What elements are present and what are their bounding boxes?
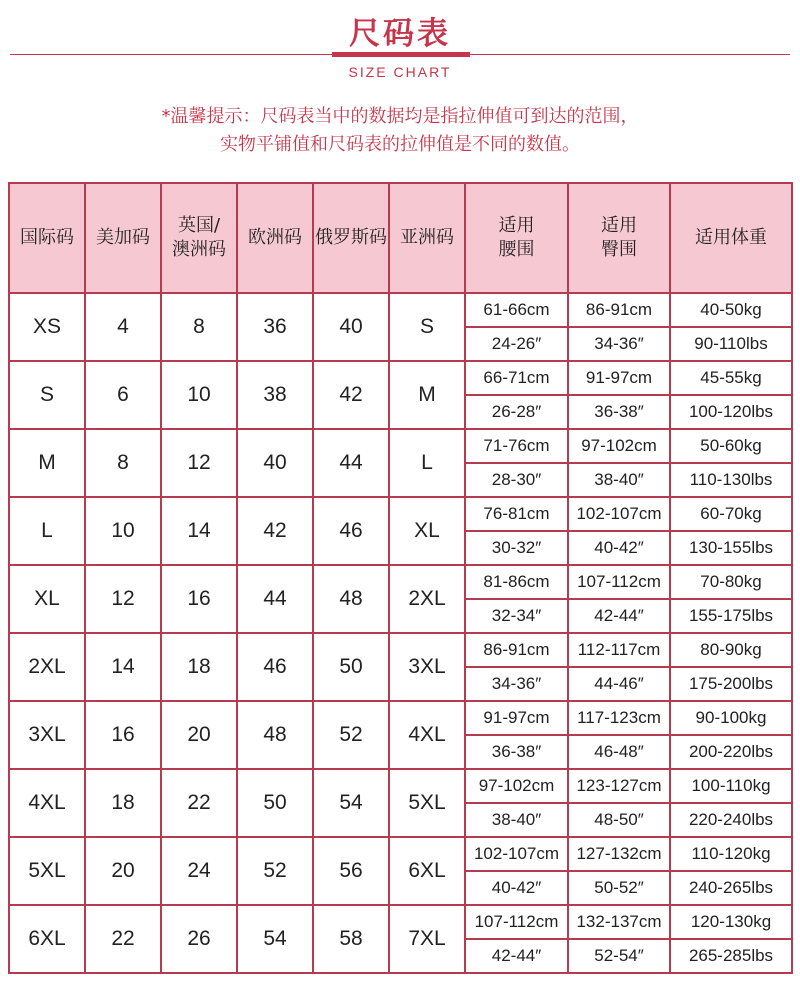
weight-kg-cell: 45-55kg (670, 361, 792, 395)
header-intl-size: 国际码 (9, 183, 85, 293)
uk-au-size-cell: 20 (161, 701, 237, 769)
title-divider-left (10, 54, 332, 55)
waist-inch-cell: 42-44″ (465, 939, 568, 973)
weight-kg-cell: 90-100kg (670, 701, 792, 735)
us-size-cell: 20 (85, 837, 161, 905)
hip-cm-cell: 107-112cm (568, 565, 670, 599)
uk-au-size-cell: 12 (161, 429, 237, 497)
title-area (0, 0, 800, 90)
hip-cm-cell: 127-132cm (568, 837, 670, 871)
eu-size-cell: 38 (237, 361, 313, 429)
hip-inch-cell: 36-38″ (568, 395, 670, 429)
waist-cm-cell: 86-91cm (465, 633, 568, 667)
eu-size-cell: 42 (237, 497, 313, 565)
table-row (9, 293, 792, 327)
weight-lbs-cell: 265-285lbs (670, 939, 792, 973)
header-uk-au-size: 英国/ 澳洲码 (161, 183, 237, 293)
table-row (9, 429, 792, 463)
uk-au-size-cell: 10 (161, 361, 237, 429)
intl-size-cell: 4XL (9, 769, 85, 837)
hip-inch-cell: 48-50″ (568, 803, 670, 837)
hip-cm-cell: 97-102cm (568, 429, 670, 463)
eu-size-cell: 36 (237, 293, 313, 361)
waist-cm-cell: 81-86cm (465, 565, 568, 599)
us-size-cell: 14 (85, 633, 161, 701)
waist-cm-cell: 91-97cm (465, 701, 568, 735)
uk-au-size-cell: 16 (161, 565, 237, 633)
uk-au-size-cell: 22 (161, 769, 237, 837)
weight-lbs-cell: 100-120lbs (670, 395, 792, 429)
waist-inch-cell: 38-40″ (465, 803, 568, 837)
asia-size-cell: 4XL (389, 701, 465, 769)
waist-inch-cell: 24-26″ (465, 327, 568, 361)
notice-line-1: *温馨提示：尺码表当中的数据均是指拉伸值可到达的范围， (161, 106, 639, 127)
table-row (9, 497, 792, 531)
us-size-cell: 12 (85, 565, 161, 633)
us-size-cell: 16 (85, 701, 161, 769)
hip-inch-cell: 46-48″ (568, 735, 670, 769)
waist-cm-cell: 107-112cm (465, 905, 568, 939)
weight-kg-cell: 70-80kg (670, 565, 792, 599)
hip-inch-cell: 44-46″ (568, 667, 670, 701)
waist-cm-cell: 102-107cm (465, 837, 568, 871)
uk-au-size-cell: 24 (161, 837, 237, 905)
us-size-cell: 6 (85, 361, 161, 429)
hip-cm-cell: 123-127cm (568, 769, 670, 803)
table-row (9, 701, 792, 735)
waist-inch-cell: 34-36″ (465, 667, 568, 701)
ru-size-cell: 50 (313, 633, 389, 701)
weight-kg-cell: 120-130kg (670, 905, 792, 939)
title-underline-bar (332, 52, 470, 57)
intl-size-cell: L (9, 497, 85, 565)
intl-size-cell: 3XL (9, 701, 85, 769)
weight-lbs-cell: 175-200lbs (670, 667, 792, 701)
us-size-cell: 18 (85, 769, 161, 837)
waist-cm-cell: 66-71cm (465, 361, 568, 395)
asia-size-cell: 3XL (389, 633, 465, 701)
ru-size-cell: 42 (313, 361, 389, 429)
hip-inch-cell: 42-44″ (568, 599, 670, 633)
waist-inch-cell: 30-32″ (465, 531, 568, 565)
ru-size-cell: 46 (313, 497, 389, 565)
eu-size-cell: 44 (237, 565, 313, 633)
asia-size-cell: 6XL (389, 837, 465, 905)
ru-size-cell: 48 (313, 565, 389, 633)
waist-cm-cell: 71-76cm (465, 429, 568, 463)
waist-inch-cell: 28-30″ (465, 463, 568, 497)
header-eu-size: 欧洲码 (237, 183, 313, 293)
waist-cm-cell: 61-66cm (465, 293, 568, 327)
intl-size-cell: M (9, 429, 85, 497)
us-size-cell: 22 (85, 905, 161, 973)
waist-inch-cell: 32-34″ (465, 599, 568, 633)
intl-size-cell: 5XL (9, 837, 85, 905)
header-weight: 适用体重 (670, 183, 792, 293)
hip-inch-cell: 34-36″ (568, 327, 670, 361)
uk-au-size-cell: 26 (161, 905, 237, 973)
header-hip: 适用 臀围 (568, 183, 670, 293)
weight-kg-cell: 80-90kg (670, 633, 792, 667)
waist-cm-cell: 97-102cm (465, 769, 568, 803)
asia-size-cell: S (389, 293, 465, 361)
eu-size-cell: 54 (237, 905, 313, 973)
eu-size-cell: 40 (237, 429, 313, 497)
weight-kg-cell: 40-50kg (670, 293, 792, 327)
uk-au-size-cell: 8 (161, 293, 237, 361)
table-row (9, 633, 792, 667)
header-ru-size: 俄罗斯码 (313, 183, 389, 293)
weight-lbs-cell: 240-265lbs (670, 871, 792, 905)
title-divider-right (470, 54, 790, 55)
size-chart-table (8, 182, 793, 974)
waist-inch-cell: 40-42″ (465, 871, 568, 905)
table-row (9, 769, 792, 803)
header-us-size: 美加码 (85, 183, 161, 293)
waist-inch-cell: 36-38″ (465, 735, 568, 769)
page-subtitle: SIZE CHART (348, 64, 452, 80)
notice-line-2: 实物平铺值和尺码表的拉伸值是不同的数值。 (220, 134, 580, 155)
table-row (9, 361, 792, 395)
hip-inch-cell: 38-40″ (568, 463, 670, 497)
eu-size-cell: 46 (237, 633, 313, 701)
table-header-row (9, 183, 792, 293)
hip-cm-cell: 86-91cm (568, 293, 670, 327)
hip-inch-cell: 52-54″ (568, 939, 670, 973)
weight-kg-cell: 100-110kg (670, 769, 792, 803)
weight-lbs-cell: 110-130lbs (670, 463, 792, 497)
asia-size-cell: 5XL (389, 769, 465, 837)
weight-lbs-cell: 90-110lbs (670, 327, 792, 361)
asia-size-cell: M (389, 361, 465, 429)
weight-lbs-cell: 200-220lbs (670, 735, 792, 769)
ru-size-cell: 58 (313, 905, 389, 973)
hip-cm-cell: 117-123cm (568, 701, 670, 735)
table-row (9, 905, 792, 939)
ru-size-cell: 44 (313, 429, 389, 497)
weight-kg-cell: 110-120kg (670, 837, 792, 871)
intl-size-cell: 6XL (9, 905, 85, 973)
asia-size-cell: 2XL (389, 565, 465, 633)
uk-au-size-cell: 14 (161, 497, 237, 565)
us-size-cell: 8 (85, 429, 161, 497)
weight-lbs-cell: 130-155lbs (670, 531, 792, 565)
table-row (9, 837, 792, 871)
waist-cm-cell: 76-81cm (465, 497, 568, 531)
hip-cm-cell: 112-117cm (568, 633, 670, 667)
intl-size-cell: 2XL (9, 633, 85, 701)
header-waist: 适用 腰围 (465, 183, 568, 293)
notice-text (0, 103, 800, 159)
eu-size-cell: 52 (237, 837, 313, 905)
page-title: 尺码表 (349, 16, 451, 52)
header-asia-size: 亚洲码 (389, 183, 465, 293)
uk-au-size-cell: 18 (161, 633, 237, 701)
waist-inch-cell: 26-28″ (465, 395, 568, 429)
weight-lbs-cell: 155-175lbs (670, 599, 792, 633)
ru-size-cell: 40 (313, 293, 389, 361)
weight-kg-cell: 50-60kg (670, 429, 792, 463)
hip-inch-cell: 40-42″ (568, 531, 670, 565)
table-row (9, 565, 792, 599)
asia-size-cell: L (389, 429, 465, 497)
eu-size-cell: 48 (237, 701, 313, 769)
ru-size-cell: 54 (313, 769, 389, 837)
hip-cm-cell: 102-107cm (568, 497, 670, 531)
intl-size-cell: XS (9, 293, 85, 361)
intl-size-cell: S (9, 361, 85, 429)
eu-size-cell: 50 (237, 769, 313, 837)
hip-inch-cell: 50-52″ (568, 871, 670, 905)
weight-kg-cell: 60-70kg (670, 497, 792, 531)
ru-size-cell: 56 (313, 837, 389, 905)
ru-size-cell: 52 (313, 701, 389, 769)
asia-size-cell: XL (389, 497, 465, 565)
hip-cm-cell: 91-97cm (568, 361, 670, 395)
us-size-cell: 4 (85, 293, 161, 361)
hip-cm-cell: 132-137cm (568, 905, 670, 939)
weight-lbs-cell: 220-240lbs (670, 803, 792, 837)
asia-size-cell: 7XL (389, 905, 465, 973)
us-size-cell: 10 (85, 497, 161, 565)
intl-size-cell: XL (9, 565, 85, 633)
